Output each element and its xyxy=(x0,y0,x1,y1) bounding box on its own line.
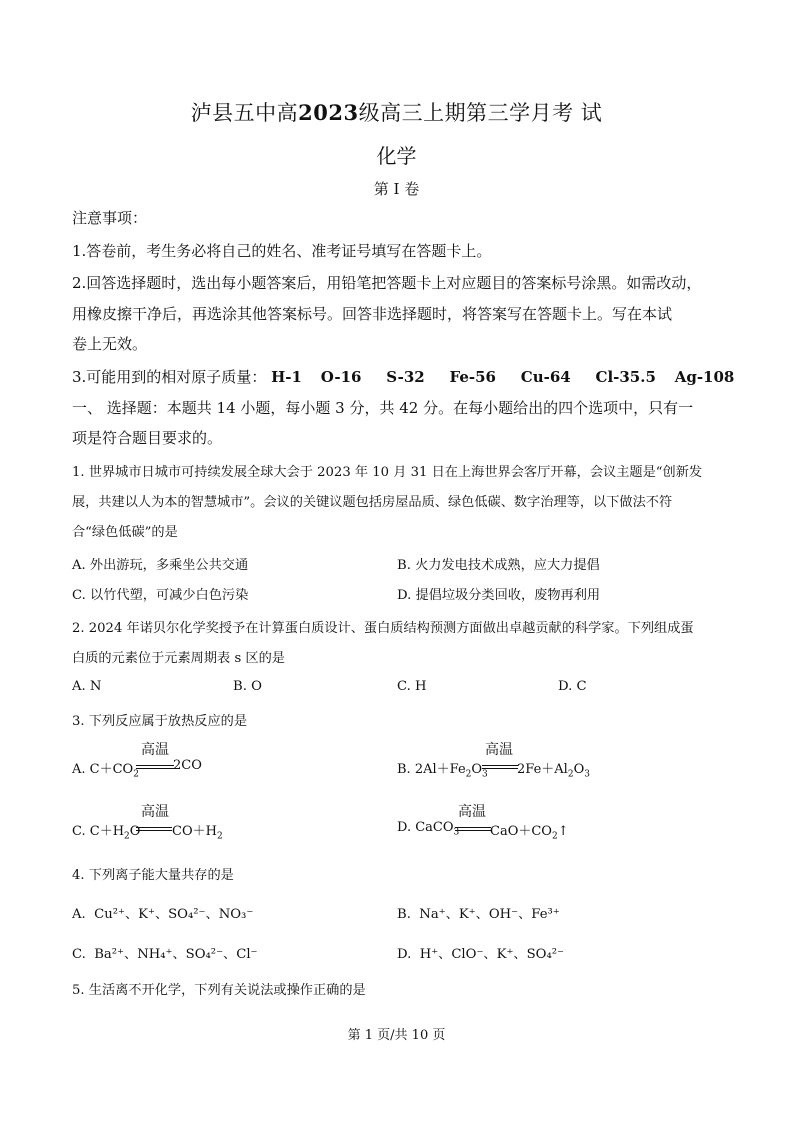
q1-option-b: B. 火力发电技术成熟，应大力提倡 xyxy=(397,558,600,573)
q4-option-d: D. H⁺、ClO⁻、K⁺、SO₄²⁻ xyxy=(397,947,564,962)
q1-stem-line-2: 展，共建以人为本的智慧城市”。会议的关键议题包括房屋品质、绿色低碳、数字治理等，以下做法不符 xyxy=(72,495,673,510)
q3-option-c-equals-sign xyxy=(136,827,172,831)
q4-option-b: B. Na⁺、K⁺、OH⁻、Fe³⁺ xyxy=(397,907,560,922)
q3-option-b-products: $2Fe+Al_2O_3$ xyxy=(517,762,590,780)
notes-item-2-line-1: 2.回答选择题时，选出每小题答案后，用铅笔把答题卡上对应题目的答案标号涂黑。如需改动， xyxy=(72,274,702,292)
q2-option-b: B. O xyxy=(233,679,262,694)
notes-item-1: 1.答卷前，考生务必将自己的姓名、准考证号填写在答题卡上。 xyxy=(72,242,492,260)
q3-option-d-products: $CaO+CO_2↑$ xyxy=(490,824,569,842)
q1-stem-line-3: 合“绿色低碳”的是 xyxy=(72,525,178,540)
q1-option-a: A. 外出游玩，多乘坐公共交通 xyxy=(72,558,249,573)
q3-option-d-equals-sign xyxy=(455,827,491,831)
q3-option-b-equals-sign xyxy=(482,765,518,769)
q2-stem-line-1: 2. 2024 年诺贝尔化学奖授予在计算蛋白质设计、蛋白质结构预测方面做出卓越贡献的科学家。下列组成蛋 xyxy=(72,621,694,636)
atomic-mass: Fe-56 xyxy=(449,368,496,386)
q3-option-c-products: $CO+H_2$ xyxy=(172,824,223,842)
q2-option-c: C. H xyxy=(397,679,427,694)
q1-option-c: C. 以竹代塑，可减少白色污染 xyxy=(72,588,249,603)
section-1-line-1: 一、 选择题：本题共 14 小题，每小题 3 分，共 42 分。在每小题给出的四个选项中，只有一 xyxy=(72,399,694,417)
q1-option-d: D. 提倡垃圾分类回收，废物再利用 xyxy=(397,588,601,603)
notes-heading: 注意事项： xyxy=(72,209,148,227)
q2-option-a: A. N xyxy=(72,679,102,694)
q3-stem: 3. 下列反应属于放热反应的是 xyxy=(72,714,248,729)
atomic-mass: Cl-35.5 xyxy=(595,368,656,386)
notes-item-2-line-3: 卷上无效。 xyxy=(72,335,148,353)
notes-item-2-line-2: 用橡皮擦干净后，再选涂其他答案标号。回答非选择题时，将答案写在答题卡上。写在本试 xyxy=(72,305,673,323)
title-year: 2023 xyxy=(298,100,359,125)
q4-option-c: C. Ba²⁺、NH₄⁺、SO₄²⁻、Cl⁻ xyxy=(72,947,258,962)
volume-label: 第 I 卷 xyxy=(373,180,420,198)
q4-stem: 4. 下列离子能大量共存的是 xyxy=(72,868,234,883)
atomic-mass: O-16 xyxy=(320,368,362,386)
notes-item-3 xyxy=(72,366,734,387)
title-prefix: 泸县五中高 xyxy=(190,101,299,125)
q3-option-b-condition: 高温 xyxy=(485,742,513,758)
subject-title: 化学 xyxy=(376,144,417,168)
q2-option-d: D. C xyxy=(558,679,587,694)
q3-option-a-condition: 高温 xyxy=(141,742,169,758)
q4-option-a: A. Cu²⁺、K⁺、SO₄²⁻、NO₃⁻ xyxy=(72,907,254,922)
atomic-mass: Cu-64 xyxy=(520,368,571,386)
q1-stem-line-1: 1. 世界城市日城市可持续发展全球大会于 2023 年 10 月 31 日在上海世界会客厅开幕，会议主题是“创新发 xyxy=(72,465,703,480)
section-1-line-2: 项是符合题目要求的。 xyxy=(72,429,223,447)
exam-title xyxy=(0,97,793,127)
atomic-mass: Ag-108 xyxy=(674,368,735,386)
q3-option-d-condition: 高温 xyxy=(458,804,486,820)
q3-option-c-condition: 高温 xyxy=(141,804,169,820)
q3-option-a-reactants: A. $C+CO_2$ xyxy=(72,762,139,780)
atomic-mass-prefix: 3.可能用到的相对原子质量： xyxy=(72,368,267,386)
q2-stem-line-2: 白质的元素位于元素周期表 s 区的是 xyxy=(72,651,285,666)
page-footer: 第 1 页/共 10 页 xyxy=(347,1028,446,1043)
q5-stem: 5. 生活离不开化学，下列有关说法或操作正确的是 xyxy=(72,983,366,998)
q3-option-b-reactants: B. $2Al+Fe_2O_3$ xyxy=(397,762,488,780)
q3-option-d-reactants: D. CaCO$_3$ xyxy=(397,820,460,838)
atomic-mass: H-1 xyxy=(271,368,302,386)
atomic-mass: S-32 xyxy=(386,368,425,386)
q3-option-a-equals-sign xyxy=(136,765,174,769)
q3-option-a-products: 2CO xyxy=(173,758,202,773)
title-suffix: 级高三上期第三学月考 试 xyxy=(358,101,603,125)
q3-option-c-reactants: C. $C+H_2O$ xyxy=(72,824,141,842)
